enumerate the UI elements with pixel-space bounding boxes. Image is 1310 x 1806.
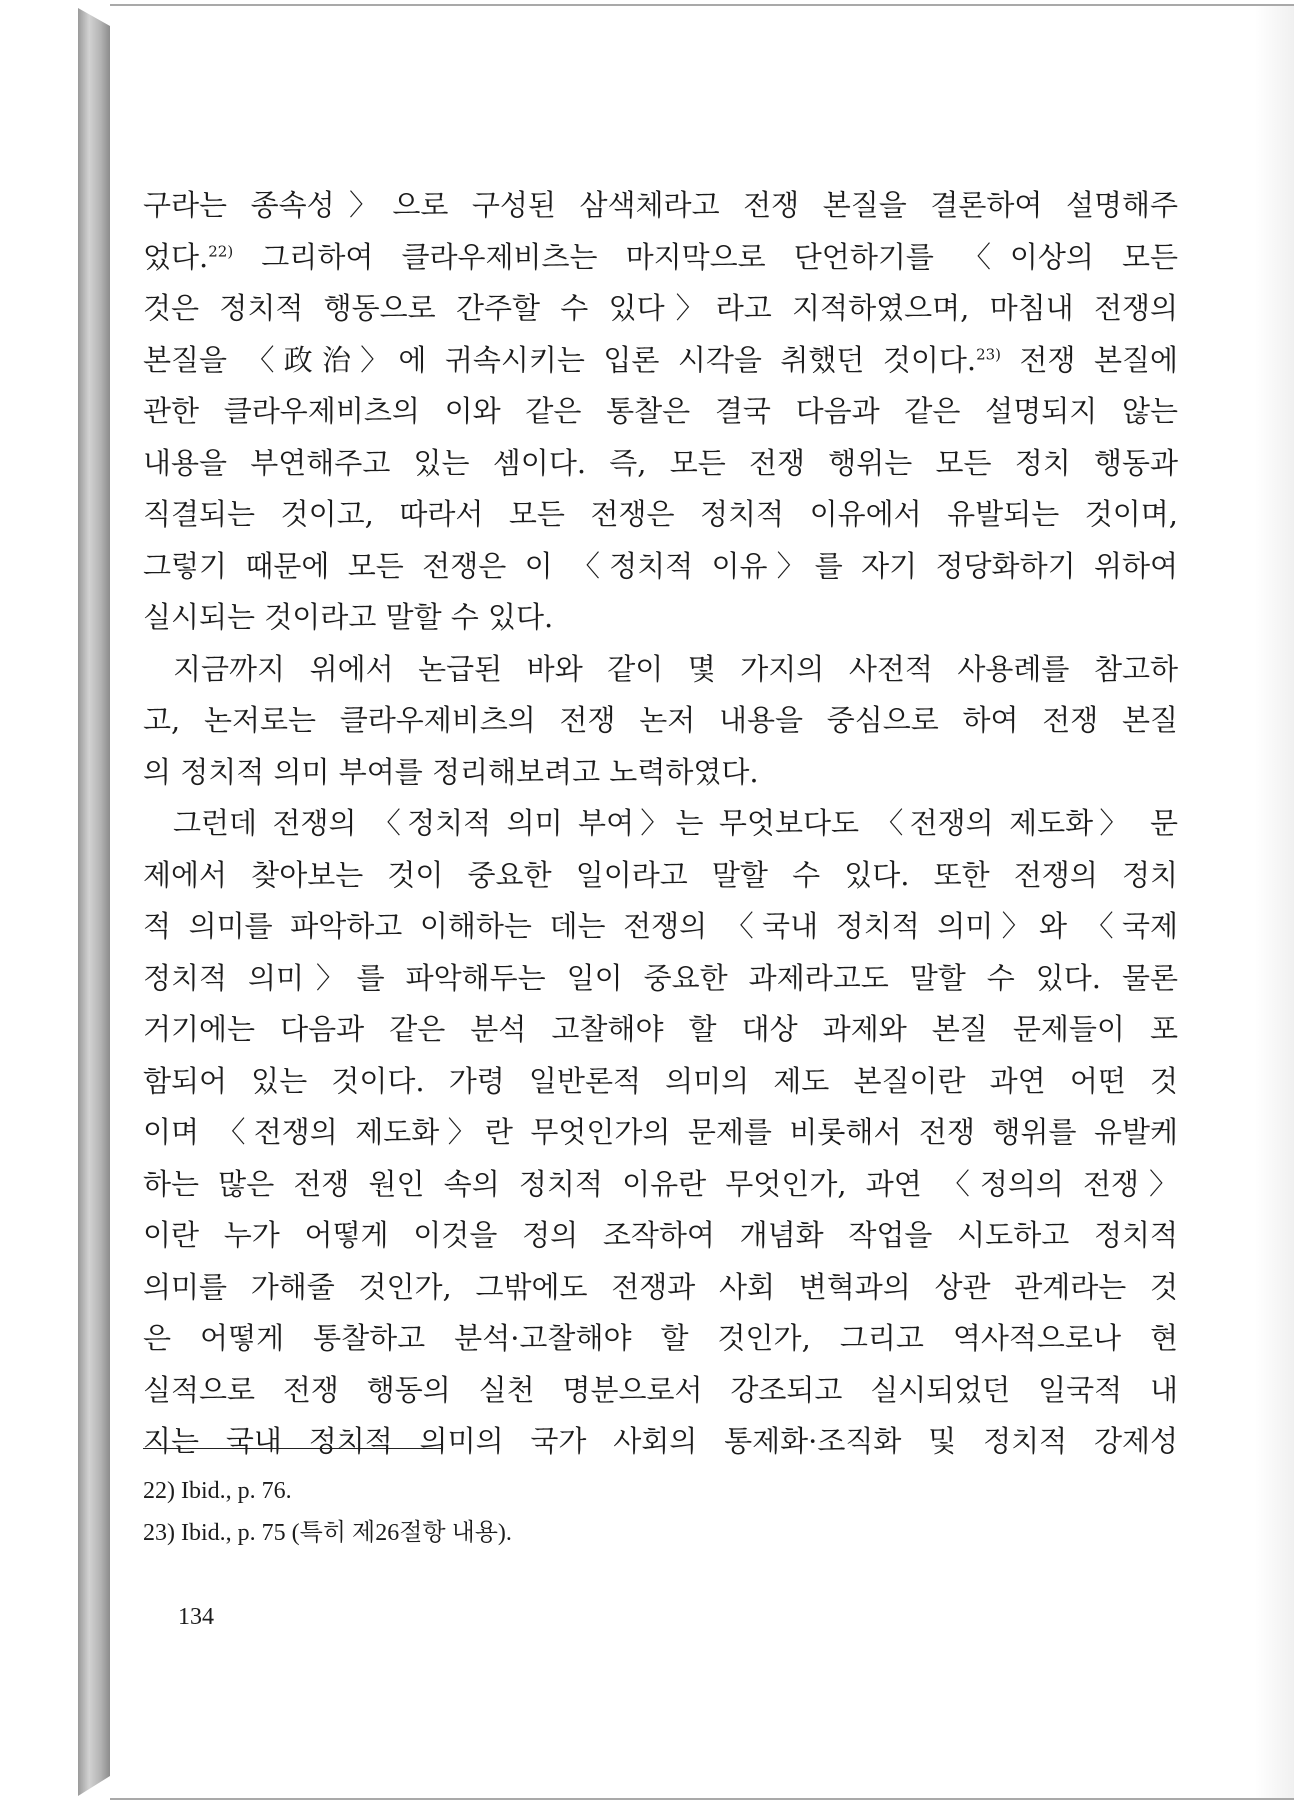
paragraph-2 bbox=[143, 644, 1178, 799]
text-line: 의미를 가해줄 것인가, 그밖에도 전쟁과 사회 변혁과의 상관 관계라는 것 bbox=[143, 1269, 1178, 1304]
paragraph-3 bbox=[143, 798, 1178, 1468]
text-line: 직결되는 것이고, 따라서 모든 전쟁은 정치적 이유에서 유발되는 것이며, bbox=[143, 497, 1178, 531]
text-segment: 그리하여 클라우제비츠는 마지막으로 단언하기를 〈이상의 모든 bbox=[233, 239, 1178, 274]
body-text bbox=[143, 180, 1178, 1468]
text-line: 구라는 종속성〉으로 구성된 삼색체라고 전쟁 본질을 결론하여 설명해주 bbox=[143, 188, 1178, 222]
text-line: 이며 〈전쟁의 제도화〉란 무엇인가의 문제를 비롯해서 전쟁 행위를 유발케 bbox=[143, 1115, 1178, 1149]
text-line: 이란 누가 어떻게 이것을 정의 조작하여 개념화 작업을 시도하고 정치적 bbox=[143, 1218, 1178, 1252]
text-segment: 전쟁 본질에 bbox=[1001, 342, 1178, 377]
text-line: 지는 국내 정치적 의미의 국가 사회의 통제화·조직화 및 정치적 강제성 bbox=[143, 1424, 1178, 1458]
footnote-22: 22) Ibid., p. 76. bbox=[143, 1478, 292, 1504]
footnote-divider bbox=[143, 1448, 441, 1449]
text-line: 실시되는 것이라고 말할 수 있다. bbox=[143, 600, 554, 634]
text-line: 의 정치적 의미 부여를 정리해보려고 노력하였다. bbox=[143, 754, 759, 789]
text-line bbox=[143, 232, 1178, 284]
footnote-ref-22: 22) bbox=[208, 241, 234, 260]
text-line bbox=[143, 335, 1178, 387]
text-line: 것은 정치적 행동으로 간주할 수 있다〉라고 지적하였으며, 마침내 전쟁의 bbox=[143, 291, 1178, 325]
text-line: 거기에는 다음과 같은 분석 고찰해야 할 대상 과제와 본질 문제들이 포 bbox=[143, 1012, 1178, 1046]
text-line: 함되어 있는 것이다. 가령 일반론적 의미의 제도 본질이란 과연 어떤 것 bbox=[143, 1063, 1178, 1098]
text-line: 실적으로 전쟁 행동의 실천 명분으로서 강조되고 실시되었던 일국적 내 bbox=[143, 1372, 1178, 1407]
text-line: 그렇기 때문에 모든 전쟁은 이 〈정치적 이유〉를 자기 정당화하기 위하여 bbox=[143, 548, 1178, 583]
text-line: 적 의미를 파악하고 이해하는 데는 전쟁의 〈국내 정치적 의미〉와 〈국제 bbox=[143, 909, 1178, 943]
text-line: 하는 많은 전쟁 원인 속의 정치적 이유란 무엇인가, 과연 〈정의의 전쟁〉 bbox=[143, 1166, 1178, 1201]
text-segment: 었다. bbox=[143, 239, 209, 274]
text-line: 그런데 전쟁의 〈정치적 의미 부여〉는 무엇보다도 〈전쟁의 제도화〉 문 bbox=[173, 806, 1178, 840]
text-segment: 본질을 〈政治〉에 귀속시키는 입론 시각을 취했던 것이다. bbox=[143, 342, 977, 377]
text-line: 제에서 찾아보는 것이 중요한 일이라고 말할 수 있다. 또한 전쟁의 정치 bbox=[143, 857, 1178, 892]
text-line: 내용을 부연해주고 있는 셈이다. 즉, 모든 전쟁 행위는 모든 정치 행동과 bbox=[143, 445, 1178, 480]
page-shadow bbox=[1254, 6, 1294, 1798]
book-spine-edge bbox=[78, 4, 110, 1800]
text-line: 지금까지 위에서 논급된 바와 같이 몇 가지의 사전적 사용례를 참고하 bbox=[173, 651, 1178, 686]
page-number: 134 bbox=[178, 1604, 214, 1630]
text-line: 고, 논저로는 클라우제비츠의 전쟁 논저 내용을 중심으로 하여 전쟁 본질 bbox=[143, 703, 1178, 737]
text-line: 정치적 의미〉를 파악해두는 일이 중요한 과제라고도 말할 수 있다. 물론 bbox=[143, 960, 1178, 995]
footnote-23: 23) Ibid., p. 75 (특히 제26절항 내용). bbox=[143, 1520, 512, 1546]
paragraph-1 bbox=[143, 180, 1178, 644]
text-line: 은 어떻게 통찰하고 분석·고찰해야 할 것인가, 그리고 역사적으로나 현 bbox=[143, 1321, 1178, 1355]
text-line: 관한 클라우제비츠의 이와 같은 통찰은 결국 다음과 같은 설명되지 않는 bbox=[143, 394, 1178, 428]
footnote-ref-23: 23) bbox=[976, 344, 1002, 363]
footnotes bbox=[143, 1470, 512, 1554]
